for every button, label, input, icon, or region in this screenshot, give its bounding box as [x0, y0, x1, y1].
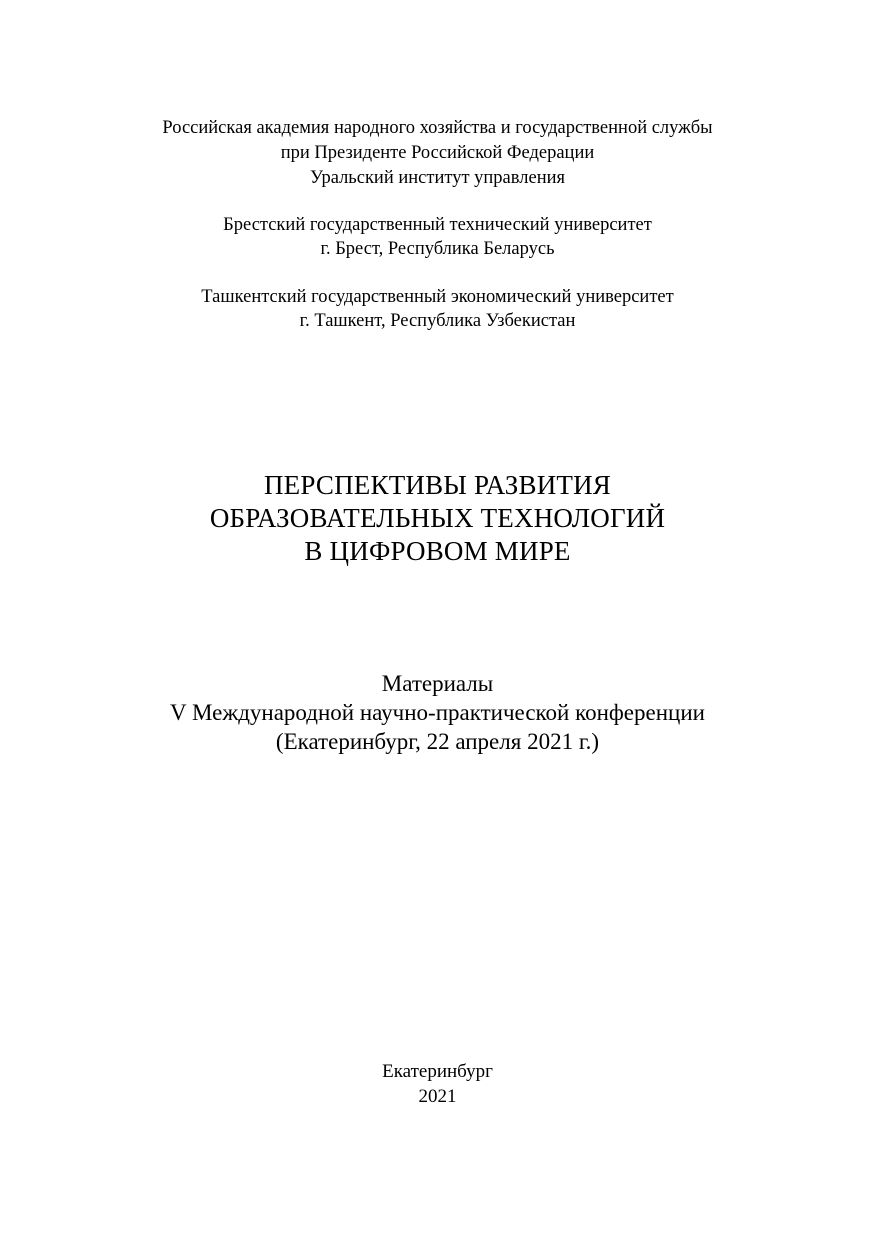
- organizer-line: Уральский институт управления: [309, 168, 566, 188]
- subtitle-line: Материалы: [381, 671, 494, 696]
- imprint-year: 2021: [418, 1086, 457, 1107]
- organizer-line: Ташкентский государственный экономический университет: [201, 287, 674, 307]
- subtitle-line: V Международной научно-практической конференции: [170, 700, 705, 725]
- title-line: ПЕРСПЕКТИВЫ РАЗВИТИЯ: [263, 470, 612, 500]
- organizer-line: Российская академия народного хозяйства и государственной службы: [162, 118, 713, 138]
- organizer-line: г. Брест, Республика Беларусь: [320, 239, 555, 259]
- title-line: В ЦИФРОВОМ МИРЕ: [304, 536, 571, 566]
- imprint-city: Екатеринбург: [382, 1061, 493, 1082]
- title-line: ОБРАЗОВАТЕЛЬНЫХ ТЕХНОЛОГИЙ: [209, 503, 666, 533]
- subtitle-line: (Екатеринбург, 22 апреля 2021 г.): [275, 729, 600, 754]
- organizer-line: г. Ташкент, Республика Узбекистан: [299, 311, 576, 331]
- organizer-line: Брестский государственный технический университет: [223, 215, 652, 235]
- organizer-line: при Президенте Российской Федерации: [280, 143, 595, 163]
